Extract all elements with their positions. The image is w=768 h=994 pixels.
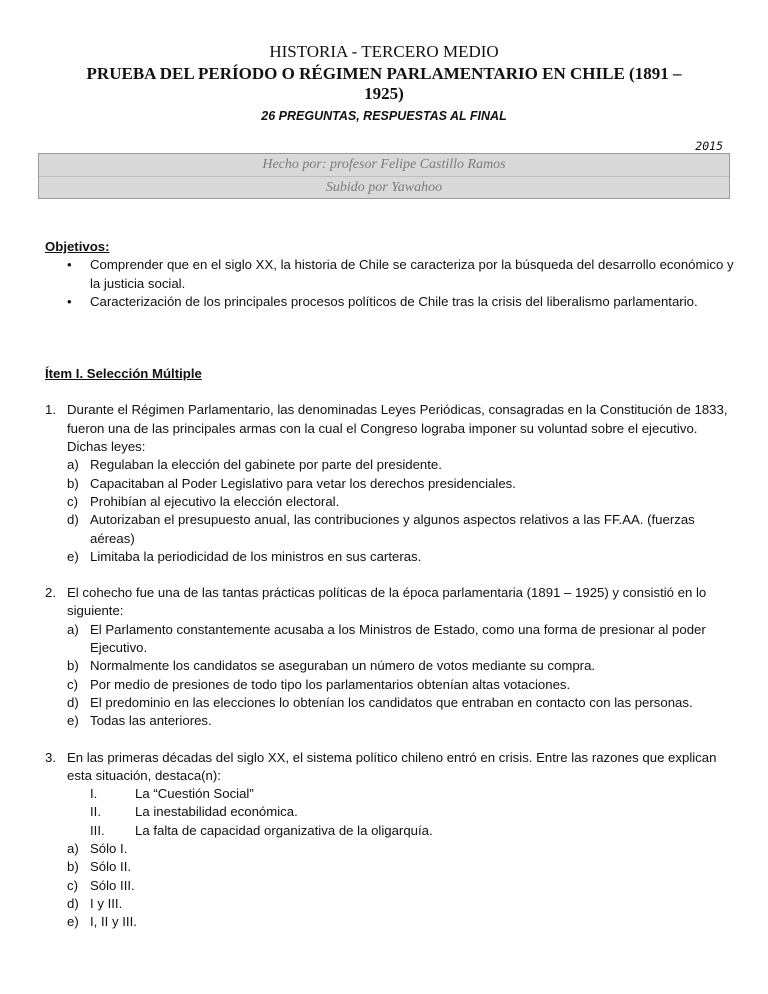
option-letter: e) [67, 914, 79, 930]
option-e [45, 712, 735, 730]
option-text: Normalmente los candidatos se aseguraban un número de votos mediante su compra. [90, 658, 596, 674]
statement-i [45, 785, 735, 803]
statement-number: III. [90, 822, 105, 838]
objective-item [45, 256, 735, 293]
option-text: I, II y III. [90, 914, 137, 930]
option-b [45, 858, 735, 876]
option-d [45, 895, 735, 913]
option-a [45, 456, 735, 474]
option-e [45, 548, 735, 566]
option-b [45, 657, 735, 675]
section-heading: Ítem I. Selección Múltiple [45, 366, 202, 382]
author-box [38, 153, 730, 199]
option-text: El predominio en las elecciones lo obtenían los candidatos que entraban en contacto con las personas. [90, 694, 693, 710]
option-letter: d) [67, 512, 79, 528]
question-text: Durante el Régimen Parlamentario, las denominadas Leyes Periódicas, consagradas en la Constitución de 1833, fueron una de las principales armas con la cual el Congreso lograba imponer su voluntad sobre el ejecutivo. Dichas leyes: [67, 402, 728, 455]
option-text: Limitaba la periodicidad de los ministros en sus carteras. [90, 548, 422, 564]
question-number: 1. [45, 402, 56, 418]
objective-item [45, 293, 735, 311]
question-text: El cohecho fue una de las tantas prácticas políticas de la época parlamentaria (1891 – 1925) y consistió en lo siguiente: [67, 585, 707, 619]
option-e [45, 913, 735, 931]
bullet-icon: • [67, 257, 72, 273]
option-letter: d) [67, 895, 79, 911]
option-text: Autorizaban el presupuesto anual, las contribuciones y algunos aspectos relativos a las FF.AA. (fuerzas aéreas) [90, 512, 695, 546]
question-1 [45, 401, 735, 456]
option-letter: a) [67, 841, 79, 857]
option-text: Sólo I. [90, 841, 128, 857]
option-letter: a) [67, 457, 79, 473]
option-letter: e) [67, 713, 79, 729]
statement-text: La inestabilidad económica. [135, 804, 298, 820]
question-2 [45, 584, 735, 621]
statement-ii [45, 803, 735, 821]
option-b [45, 475, 735, 493]
exam-title: PRUEBA DEL PERÍODO O RÉGIMEN PARLAMENTARIO EN CHILE (1891 – 1925) [86, 64, 682, 103]
option-letter: c) [67, 676, 78, 692]
option-letter: b) [67, 859, 79, 875]
option-text: Todas las anteriores. [90, 713, 212, 729]
option-text: Por medio de presiones de todo tipo los parlamentarios obtenían altas votaciones. [90, 676, 571, 692]
objectives-heading: Objetivos: [45, 239, 110, 254]
option-d [45, 694, 735, 712]
course-title: HISTORIA - TERCERO MEDIO [269, 42, 499, 61]
exam-subtitle: 26 PREGUNTAS, RESPUESTAS AL FINAL [261, 109, 507, 123]
question-number: 3. [45, 749, 56, 765]
statement-text: La “Cuestión Social” [135, 786, 254, 802]
author-line: Hecho por: profesor Felipe Castillo Ramos [262, 157, 506, 172]
option-text: Capacitaban al Poder Legislativo para vetar los derechos presidenciales. [90, 475, 516, 491]
option-letter: c) [67, 877, 78, 893]
option-text: I y III. [90, 895, 123, 911]
option-c [45, 877, 735, 895]
objective-text: Caracterización de los principales procesos políticos de Chile tras la crisis del liberalismo parlamentario. [90, 293, 698, 309]
year-label: 2015 [695, 139, 723, 153]
option-a [45, 621, 735, 658]
statement-number: II. [90, 804, 101, 820]
objective-text: Comprender que en el siglo XX, la historia de Chile se caracteriza por la búsqueda del desarrollo económico y la justicia social. [90, 257, 734, 291]
statement-number: I. [90, 786, 98, 802]
option-letter: d) [67, 694, 79, 710]
option-letter: c) [67, 493, 78, 509]
bullet-icon: • [67, 293, 72, 309]
document-body [45, 238, 735, 932]
option-c [45, 493, 735, 511]
question-number: 2. [45, 585, 56, 601]
statement-text: La falta de capacidad organizativa de la oligarquía. [135, 822, 433, 838]
option-letter: b) [67, 658, 79, 674]
question-text: En las primeras décadas del siglo XX, el sistema político chileno entró en crisis. Entre las razones que explican esta situación, destaca(n): [67, 749, 717, 783]
option-text: El Parlamento constantemente acusaba a los Ministros de Estado, como una forma de presionar al poder Ejecutivo. [90, 621, 706, 656]
option-text: Prohibían al ejecutivo la elección electoral. [90, 493, 340, 509]
statement-iii [45, 822, 735, 840]
option-letter: e) [67, 548, 79, 564]
option-c [45, 676, 735, 694]
question-3 [45, 749, 735, 786]
option-d [45, 511, 735, 548]
uploader-line: Subido por Yawahoo [39, 176, 729, 199]
option-text: Sólo III. [90, 877, 135, 893]
option-letter: a) [67, 621, 79, 637]
option-text: Regulaban la elección del gabinete por parte del presidente. [90, 457, 442, 473]
option-a [45, 840, 735, 858]
option-letter: b) [67, 475, 79, 491]
option-text: Sólo II. [90, 859, 132, 875]
